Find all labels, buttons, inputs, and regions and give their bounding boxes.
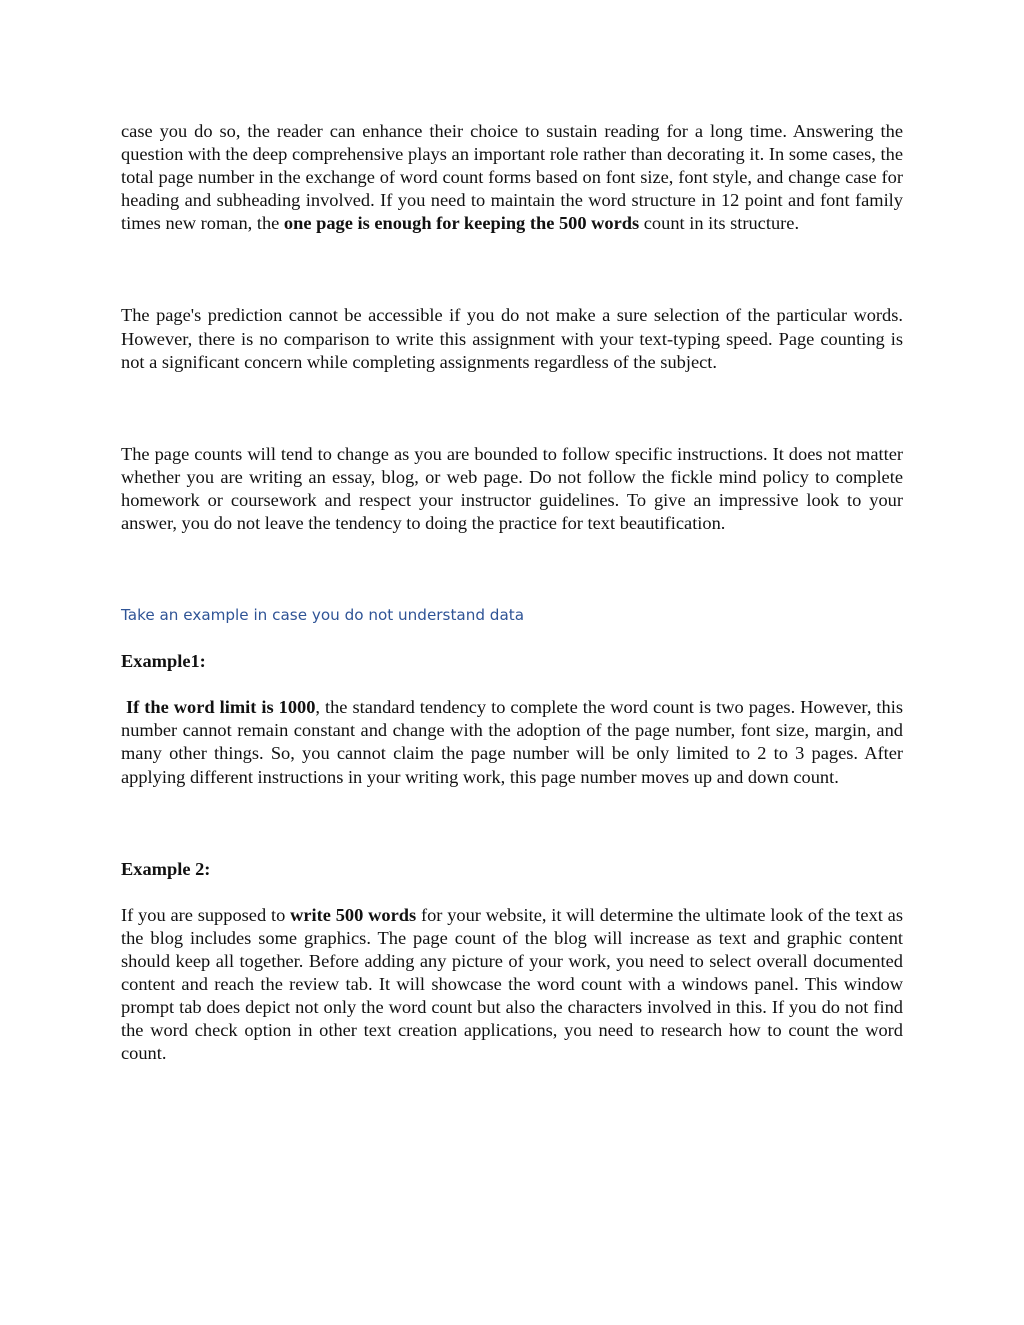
paragraph-text: case you do so, the reader can enhance their choice to sustain reading for a long time. Answering the question with the deep comprehensive plays an important role rather than decorating it. In some cases, the total page number in the exchange of word count forms based on font size, font style, and change case for heading and subheading involved. If you need to maintain the word structure in 12 point and font family times new roman, the bbox=[121, 121, 903, 234]
paragraph-example1 bbox=[121, 696, 903, 788]
document-page bbox=[121, 120, 903, 1065]
section-subheading: Take an example in case you do not understand data bbox=[121, 606, 525, 625]
paragraph-spacer bbox=[121, 235, 903, 304]
paragraph-word-structure bbox=[121, 120, 903, 235]
paragraph-text: count in its structure. bbox=[639, 213, 800, 234]
paragraph-text: for your website, it will determine the ultimate look of the text as the blog includes some graphics. The page count of the blog will increase as text and graphic content should keep all together. Before adding any picture of your work, you need to select overall documented content and reach the review tab. It will showcase the word count with a windows panel. This window prompt tab does depict not only the word count but also the characters involved in this. If you do not find the word check option in other text creation applications, you need to research how to count the word count. bbox=[121, 904, 903, 1064]
paragraph-spacer bbox=[121, 535, 903, 604]
paragraph-page-prediction: The page's prediction cannot be accessible if you do not make a sure selection of the particular words. However, there is no comparison to write this assignment with your text-typing speed. Page counting is not a significant concern while completing assignments regardless of the subject. bbox=[121, 305, 903, 372]
example1-label: Example1: bbox=[121, 651, 206, 672]
example2-label: Example 2: bbox=[121, 858, 211, 879]
paragraph-spacer bbox=[121, 627, 903, 650]
paragraph-spacer bbox=[121, 374, 903, 443]
paragraph-spacer bbox=[121, 789, 903, 858]
paragraph-text: If you are supposed to bbox=[121, 904, 291, 925]
paragraph-page-counts: The page counts will tend to change as you are bounded to follow specific instructions. It does not matter whether you are writing an essay, blog, or web page. Do not follow the fickle mind policy to complete homework or coursework and respect your instructor guidelines. To give an impressive look to your answer, you do not leave the tendency to doing the practice for text beautification. bbox=[121, 443, 903, 534]
paragraph-text: , the standard tendency to complete the word count is two pages. However, this number cannot remain constant and change with the adoption of the page number, font size, margin, and many other things. So, you cannot claim the page number will be only limited to 2 to 3 pages. After applying different instructions in your writing work, this page number moves up and down count. bbox=[121, 697, 903, 787]
bold-phrase: If the word limit is 1000 bbox=[126, 697, 316, 718]
paragraph-example2 bbox=[121, 904, 903, 1066]
paragraph-spacer bbox=[121, 881, 903, 904]
paragraph-spacer bbox=[121, 673, 903, 696]
bold-phrase: write 500 words bbox=[290, 904, 417, 925]
bold-phrase: one page is enough for keeping the 500 words bbox=[283, 213, 640, 234]
